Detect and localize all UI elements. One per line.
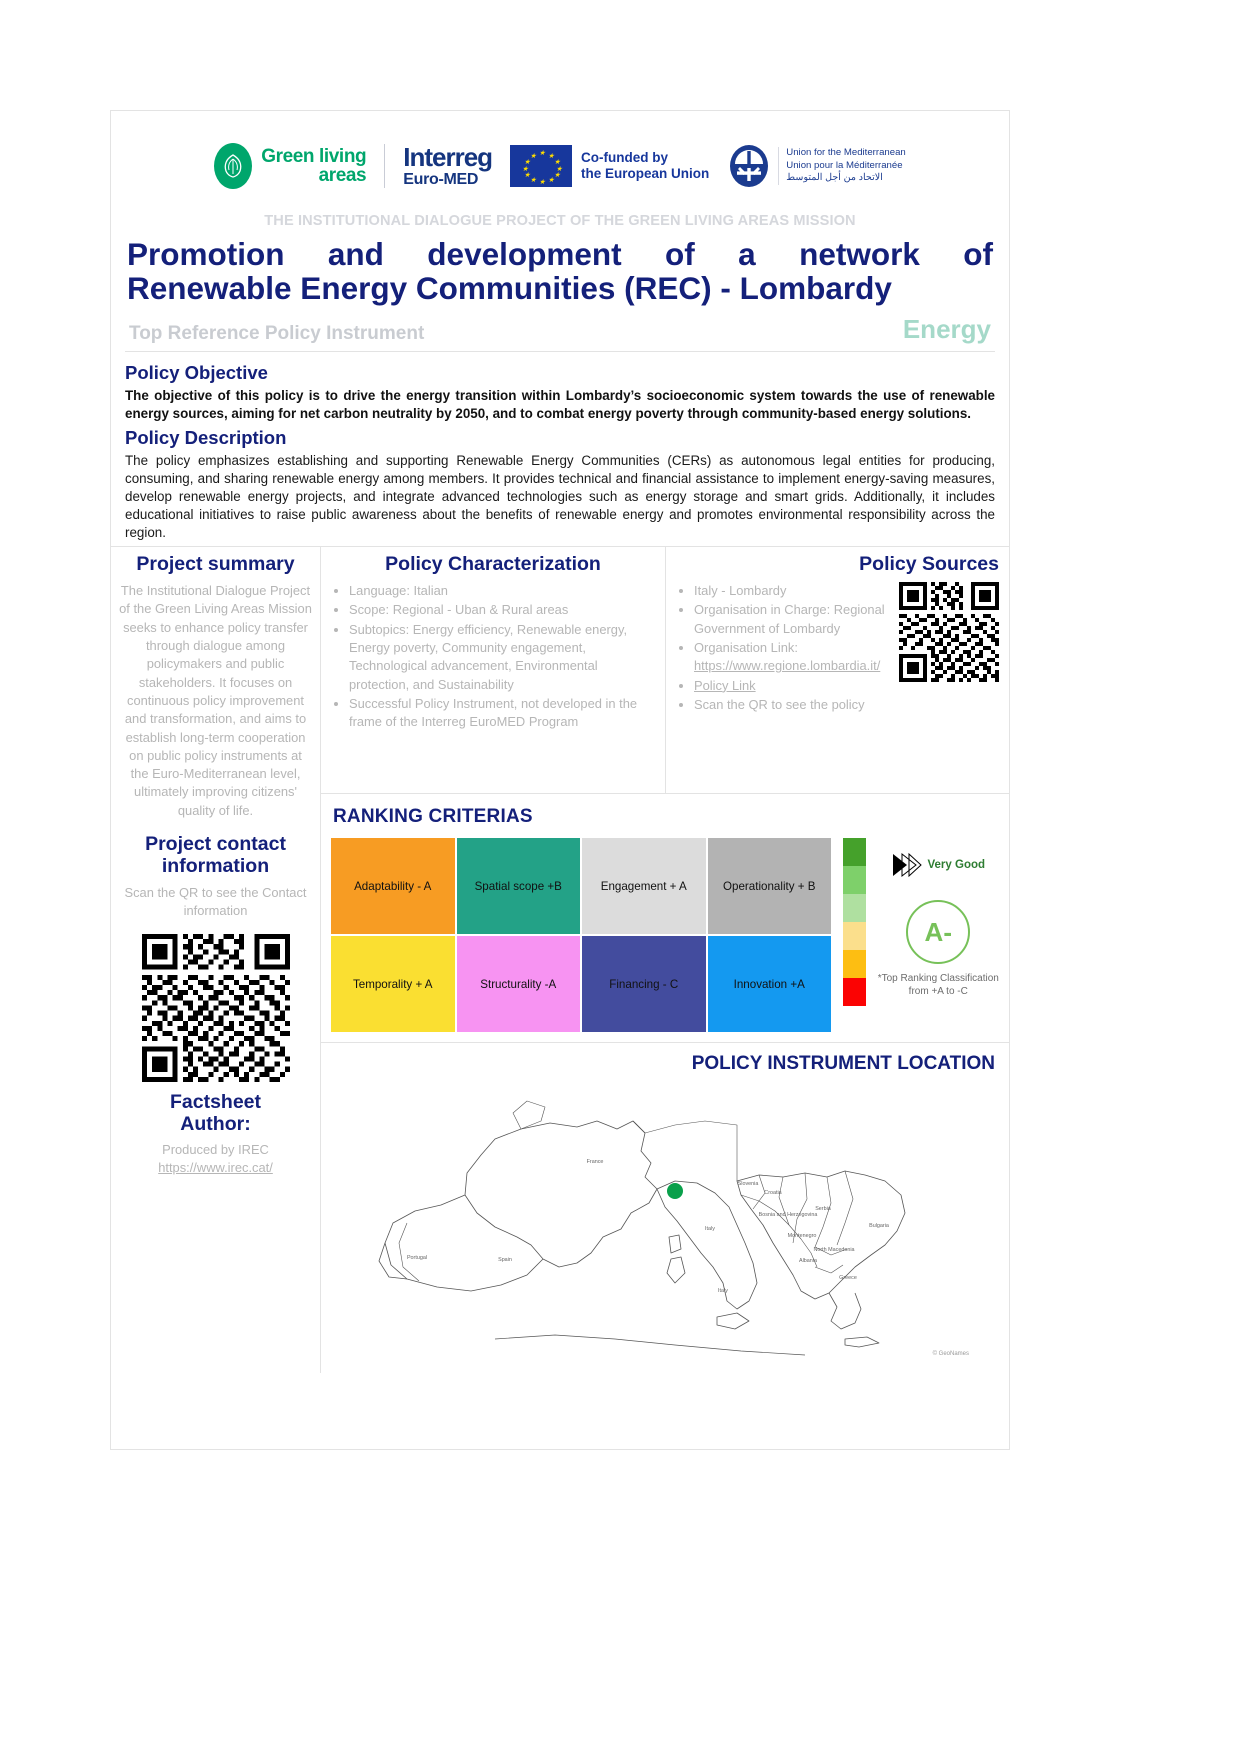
factsheet-author-heading — [119, 1092, 312, 1136]
criterion-label: Adaptability - A — [354, 879, 432, 893]
logo-divider-2 — [778, 147, 779, 185]
policy-characterization-list — [331, 582, 655, 732]
ranking-criterias-heading: RANKING CRITERIAS — [333, 806, 533, 828]
policy-sources-list — [676, 582, 893, 714]
policy-link[interactable]: Policy Link — [694, 677, 756, 693]
ranking-criterion-operationality[interactable] — [708, 838, 832, 934]
gla-line-1: Green living — [261, 145, 367, 167]
ufm-line-ar: الاتحاد من أجل المتوسط — [786, 172, 883, 184]
page-title — [125, 237, 995, 306]
page-title-line-1: Promotion and development of a network of — [127, 236, 993, 272]
topic-badge: Energy — [902, 313, 991, 344]
interreg-logo — [403, 144, 492, 188]
eu-funding-text — [581, 150, 709, 181]
produced-by-text: Produced by IREC — [162, 1142, 269, 1158]
map-label-croatia: Croatia — [764, 1190, 782, 1197]
ranking-criterion-structurality[interactable] — [457, 936, 581, 1032]
map-label-italy-south: Italy — [718, 1288, 728, 1295]
instrument-label: Top Reference Policy Instrument — [129, 322, 425, 344]
scale-band-4 — [843, 922, 866, 950]
policy-description-heading: Policy Description — [125, 426, 287, 448]
ranking-criteria-grid — [331, 838, 831, 1032]
eu-logo — [510, 145, 709, 187]
objective-and-description — [111, 352, 1009, 547]
page-title-line-2: Renewable Energy Communities (REC) - Lombardy — [127, 270, 892, 307]
project-contact-text: Scan the QR to see the Contact information — [124, 884, 307, 919]
project-contact-heading-line-2: information — [161, 854, 270, 877]
list-item: • Language: Italian — [349, 582, 655, 600]
ranking-criterion-adaptability[interactable] — [331, 838, 455, 934]
policy-characterization-heading: Policy Characterization — [385, 553, 601, 576]
list-item: • Organisation in Charge: Regional Government of Lombardy — [694, 601, 893, 638]
map-label-italy-north: Italy — [705, 1226, 715, 1233]
map-title: POLICY INSTRUMENT LOCATION — [691, 1053, 995, 1075]
list-item: • Scan the QR to see the policy — [694, 696, 893, 714]
project-contact-heading — [119, 834, 312, 878]
scale-band-5 — [843, 950, 866, 978]
criterion-label: Temporality + A — [352, 977, 433, 991]
europe-map[interactable] — [331, 1077, 999, 1363]
ranking-grade-badge: A- — [906, 900, 970, 964]
map-label-greece: Greece — [839, 1275, 857, 1282]
factsheet-sheet — [110, 110, 1010, 1450]
ranking-criterion-engagement[interactable] — [582, 838, 706, 934]
eu-flag-icon: ★ ★ ★ ★ ★ ★ ★ ★ ★ ★ ★ ★ — [510, 145, 572, 187]
criterion-label: Structurality -A — [480, 977, 557, 991]
policy-characterization-panel — [321, 547, 666, 793]
interreg-wordmark: Interreg — [403, 142, 493, 172]
eu-line-1: Co-funded by — [581, 150, 669, 166]
ranking-criterias-panel — [321, 794, 1009, 1043]
policy-instrument-location-panel — [321, 1043, 1009, 1373]
scale-band-2 — [843, 866, 866, 894]
scale-band-1 — [843, 838, 866, 866]
ufm-logo — [727, 144, 905, 188]
map-label-north-macedonia: North Macedonia — [813, 1247, 855, 1254]
factsheet-author-heading-line-2: Author: — [180, 1113, 251, 1136]
list-item — [694, 639, 893, 676]
criterion-label: Spatial scope +B — [474, 879, 562, 893]
project-contact-heading-line-1: Project contact — [145, 833, 286, 856]
gla-line-2: areas — [318, 165, 367, 186]
criterion-label: Operationality + B — [723, 879, 816, 893]
interreg-programme: Euro-MED — [403, 171, 479, 188]
ufm-line-en: Union for the Mediterranean — [786, 147, 906, 159]
characterization-sources-row — [321, 547, 1009, 794]
green-living-areas-logo — [214, 143, 366, 189]
organisation-link-label: Organisation Link: — [694, 639, 798, 655]
ranking-note: *Top Ranking Classification from +A to -C — [877, 973, 999, 997]
organisation-link[interactable]: https://www.regione.lombardia.it/ — [694, 658, 881, 674]
green-living-areas-wordmark — [261, 147, 366, 186]
author-link[interactable]: https://www.irec.cat/ — [158, 1160, 273, 1176]
logo-divider-1 — [384, 144, 385, 188]
list-item: • Italy - Lombardy — [694, 582, 893, 600]
subtitle-bar — [125, 306, 995, 352]
map-credit: © GeoNames — [932, 1351, 969, 1358]
map-label-slovenia: Slovenia — [737, 1181, 759, 1188]
list-item: • Scope: Regional - Uban & Rural areas — [349, 601, 655, 619]
map-label-bosnia: Bosnia and Herzegovina — [758, 1212, 818, 1219]
map-label-albania: Albania — [799, 1258, 817, 1265]
eu-line-2: the European Union — [581, 166, 710, 181]
map-label-montenegro: Montenegro — [787, 1233, 817, 1240]
scale-band-6 — [843, 978, 866, 1006]
ranking-criterion-temporality[interactable] — [331, 936, 455, 1032]
double-arrow-icon — [892, 852, 922, 878]
right-stack — [321, 547, 1009, 1373]
ranking-color-scale — [843, 838, 866, 1032]
criterion-label: Financing - C — [609, 977, 679, 991]
policy-sources-panel — [666, 547, 1009, 793]
map-label-serbia: Serbia — [815, 1206, 831, 1213]
list-item: • Subtopics: Energy efficiency, Renewable energy, Energy poverty, Community engagement, Technological advancement, Environmental protection, and Sustainability — [349, 621, 655, 694]
ranking-verdict: Very Good — [927, 859, 986, 872]
header — [111, 211, 1009, 352]
ufm-line-fr: Union pour la Méditerranée — [786, 159, 903, 171]
ranking-criterion-innovation[interactable] — [708, 936, 832, 1032]
scale-band-3 — [843, 894, 866, 922]
ranking-criterion-spatial-scope[interactable] — [457, 838, 581, 934]
map-label-france: France — [586, 1159, 604, 1166]
criterion-label: Innovation +A — [733, 977, 805, 991]
policy-description-text: The policy emphasizes establishing and supporting Renewable Energy Communities (CERs) as autonomous legal entities for producing, consuming, and sharing renewable energy among members. It provides technical and financial assistance to implement energy-saving measures, develop renewable energy projects, and integrate advanced technologies such as energy storage and smart grids. Additionally, it includes educational initiatives to raise public awareness about the benefits of renewable energy and promotes environmental responsibility across the region. — [125, 452, 995, 540]
logo-bar — [111, 111, 1009, 211]
ranking-verdict-panel — [878, 838, 999, 1032]
map-label-spain: Spain — [498, 1257, 512, 1264]
union-for-mediterranean-icon — [727, 144, 771, 188]
project-summary-heading: Project summary — [136, 553, 295, 576]
project-summary-text: The Institutional Dialogue Project of the Green Living Areas Mission seeks to enhance policy transfer through dialogue among policymakers and public stakeholders. It focuses on continuous policy improvement and transformation, and aims to establish long-term cooperation on public policy instruments at the Euro-Mediterranean level, ultimately improving citizens' quality of life. — [119, 583, 312, 818]
list-item: • Successful Policy Instrument, not developed in the frame of the Interreg EuroMED Program — [349, 695, 655, 732]
map-label-portugal: Portugal — [406, 1255, 428, 1262]
green-living-areas-icon — [214, 143, 252, 189]
factsheet-author-heading-line-1: Factsheet — [169, 1091, 262, 1114]
policy-objective-text: The objective of this policy is to drive the energy transition within Lombardy’s socioeconomic system towards the use of renewable energy sources, aiming for net carbon neutrality by 2050, and to combat energy poverty through community-based energy solutions. — [125, 387, 995, 421]
header-kicker: THE INSTITUTIONAL DIALOGUE PROJECT OF THE GREEN LIVING AREAS MISSION — [264, 213, 856, 229]
body-layout — [111, 547, 1009, 1373]
policy-sources-heading: Policy Sources — [859, 553, 999, 576]
ranking-criterion-financing[interactable] — [582, 936, 706, 1032]
criterion-label: Engagement + A — [600, 879, 687, 893]
list-item — [694, 677, 893, 695]
left-sidebar — [111, 547, 321, 1373]
policy-objective-heading: Policy Objective — [125, 361, 268, 383]
contact-qr-code[interactable] — [142, 934, 290, 1082]
ufm-wordmark — [786, 147, 905, 185]
location-marker[interactable] — [667, 1183, 683, 1199]
map-label-bulgaria: Bulgaria — [869, 1223, 889, 1230]
policy-qr-code[interactable] — [899, 582, 999, 682]
